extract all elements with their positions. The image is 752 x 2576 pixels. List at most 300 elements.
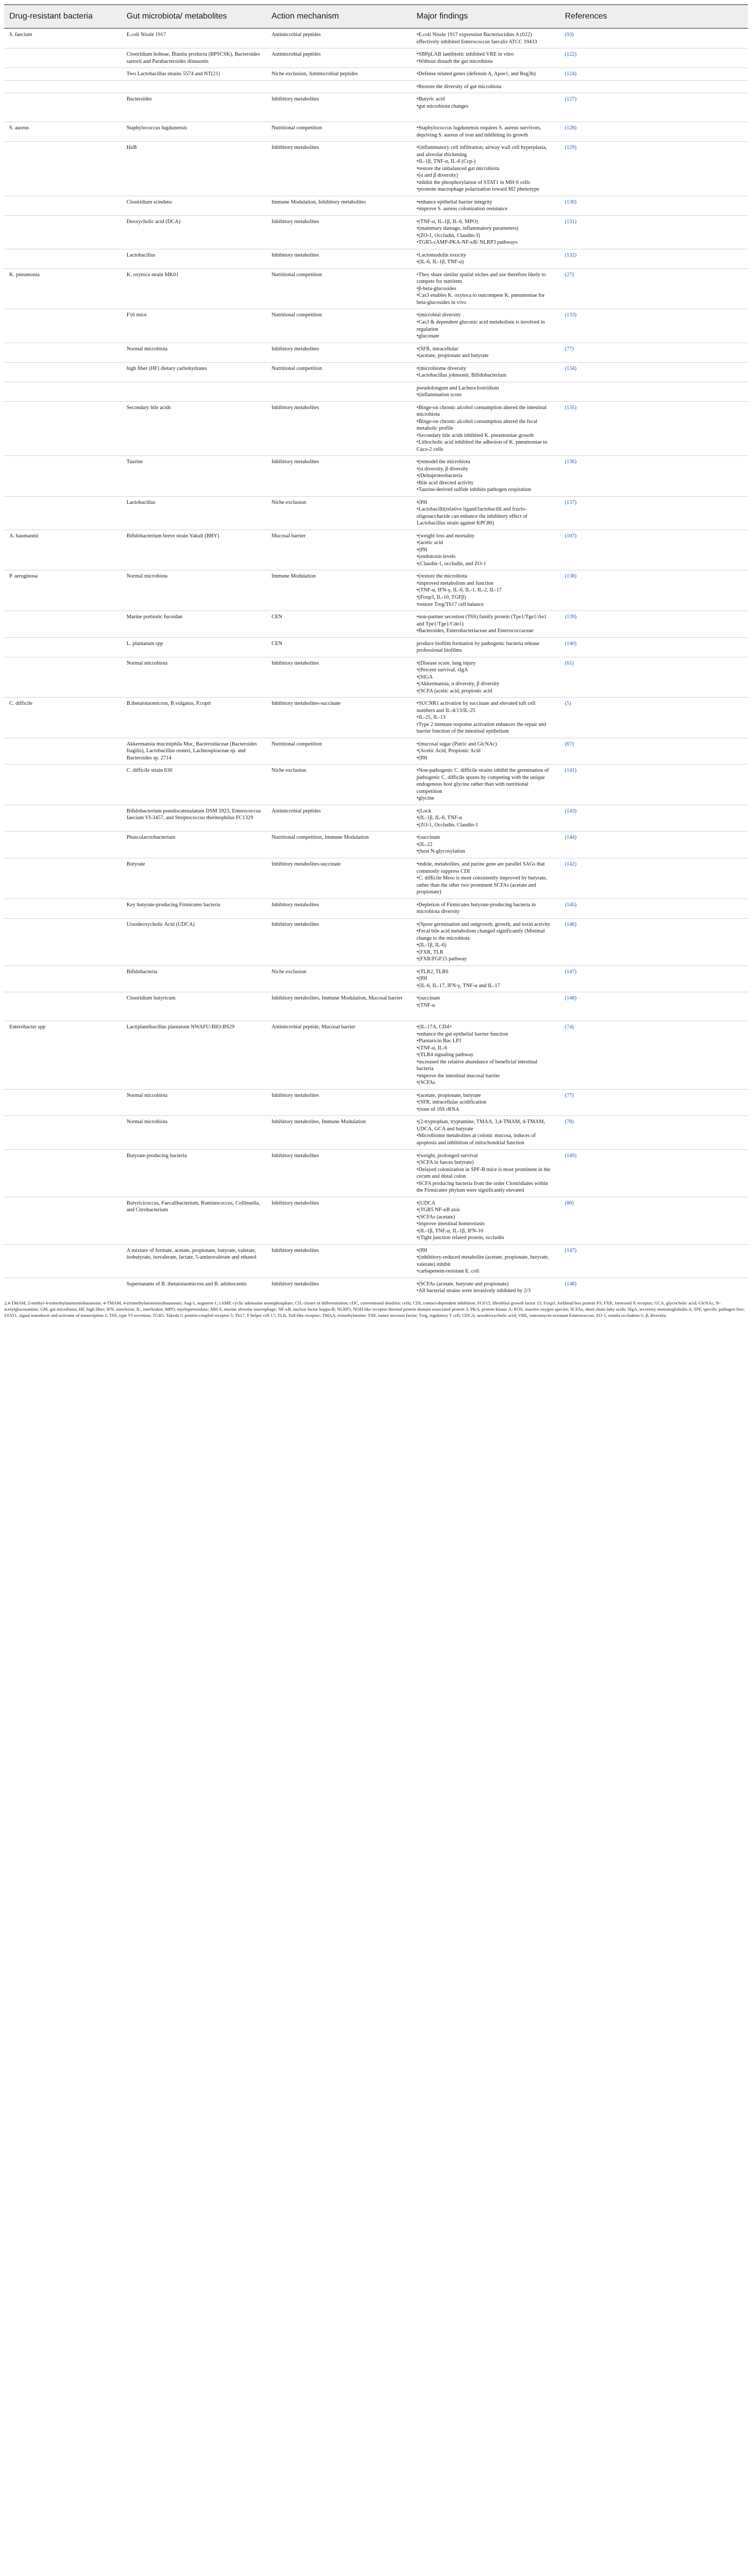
finding-item: •β-beta-glucosides: [416, 285, 456, 292]
cell-mechanism: Inhibitory metabolites-succinate: [266, 698, 411, 738]
finding-item: •(remodel the microbiota: [416, 459, 470, 465]
cell-blank: [625, 268, 748, 309]
cell-bacterium: [4, 93, 122, 113]
cell-reference: (142): [560, 858, 625, 899]
table-row: [4, 918, 748, 965]
finding-item: •(IL-22: [416, 841, 433, 848]
cell-reference: (145): [560, 899, 625, 918]
finding-item: •(ZO-1, Occludin, Claudin-3): [416, 232, 480, 239]
finding-item: •(Tight junction related protein, occludin: [416, 1235, 504, 1241]
cell-mechanism: Mucosal barrier: [266, 530, 411, 570]
cell-blank: [625, 657, 748, 698]
table-row: [4, 456, 748, 497]
cell-mechanism: Nutritional competition, Immune Modulation: [266, 832, 411, 858]
finding-item: •(TLR2, TLR6: [416, 969, 449, 975]
finding-item: •Secondary bile acids inhibited K. pneumoniae growth: [416, 432, 534, 438]
finding-item: •Cas3 & dependent gluconic acid metabolism is involved in regulation: [416, 319, 545, 332]
cell-reference: (131): [560, 215, 625, 249]
finding-item: •TGR5-cAMP-PKA-NF-κB/ NLRP3 pathways: [416, 240, 518, 246]
cell-bacterium: [4, 382, 122, 401]
cell-bacterium: Enterobacter spp: [4, 1021, 122, 1090]
cell-mechanism: Nutritional competition: [266, 309, 411, 343]
table-row: [4, 93, 748, 113]
cell-blank: [625, 1116, 748, 1149]
cell-blank: [625, 68, 748, 81]
table-body: [4, 28, 748, 1297]
cell-bacterium: [4, 805, 122, 832]
cell-findings: [412, 1197, 560, 1244]
cell-reference: (61): [560, 657, 625, 698]
cell-findings: [412, 268, 560, 309]
cell-mechanism: Antimicrobial peptides: [266, 48, 411, 68]
finding-item: •enhance epithelial barrier integrity: [416, 199, 492, 205]
cell-blank: [625, 918, 748, 965]
cell-findings: [412, 196, 560, 215]
cell-reference: (93): [560, 28, 625, 48]
cell-blank: [625, 362, 748, 382]
cell-bacterium: [4, 496, 122, 530]
cell-microbiota: Bifidobacterium breve strain Yakult (BBY): [122, 530, 266, 570]
cell-blank: [625, 570, 748, 611]
cell-microbiota: Two Lactobacillus strains 5574 and NT(21): [122, 68, 266, 81]
finding-item: •(Spore germination and outgrowth, growth, and toxin activity: [416, 921, 551, 927]
cell-bacterium: [4, 343, 122, 362]
finding-item: •(TNF-α: [416, 1002, 435, 1008]
cell-microbiota: Marine prebiotic fucoidan: [122, 611, 266, 638]
finding-item: •non-partner secretion (T6S) family protein (Tpe1/Tge1/Ae1 and Tpe1/Tge1/Cde1): [416, 614, 547, 627]
table-row: [4, 309, 748, 343]
cell-microbiota: Clostridium scindens: [122, 196, 266, 215]
table-row: [4, 343, 748, 362]
header-mechanism: Action mechanism: [266, 5, 411, 28]
finding-item: •Lithocholic acid inhibited the adhesion of K. pneumoniae to Caco-2 cells: [416, 439, 548, 452]
finding-item: pseudolongum and Lachnoclostridium: [416, 385, 499, 391]
cell-microbiota: Normal microbiota: [122, 570, 266, 611]
table-row: [4, 122, 748, 142]
cell-microbiota: Ursodeoxycholic Acid (UDCA): [122, 918, 266, 965]
finding-item: •(SIGA: [416, 674, 433, 680]
cell-reference: (27): [560, 268, 625, 309]
cell-reference: [560, 382, 625, 401]
finding-item: •indole, metabolites, and purine gene are parallel SAGs that commonly suppress CDI: [416, 861, 545, 874]
cell-reference: (127): [560, 93, 625, 113]
cell-bacterium: [4, 1278, 122, 1297]
cell-mechanism: Inhibitory metabolites: [266, 343, 411, 362]
cell-bacterium: K. pneumonia: [4, 268, 122, 309]
cell-bacterium: [4, 48, 122, 68]
cell-blank: [625, 93, 748, 113]
cell-mechanism: Inhibitory metabolites: [266, 401, 411, 456]
cell-reference: [560, 80, 625, 93]
cell-blank: [625, 28, 748, 48]
finding-item: •Lactobacillus johnsonii, Bifidobacterium: [416, 372, 506, 379]
table-row: [4, 362, 748, 382]
cell-reference: (74): [560, 1021, 625, 1090]
cell-findings: [412, 362, 560, 382]
cell-mechanism: Niche exclusion: [266, 965, 411, 992]
cell-reference: (148): [560, 992, 625, 1012]
header-blank: [625, 5, 748, 28]
cell-mechanism: Inhibitory metabolites-succinate: [266, 858, 411, 899]
finding-item: •SBPpLAB lantibiotic inhibited VRE in vitro: [416, 52, 514, 58]
finding-item: •(endotoxin levels: [416, 554, 456, 560]
cell-microbiota: Akkermansia muciniphila Muc, Bacteroidaceae (Bacteroides fragilis), Lactobacillus reuteri, Lachnospiraceae sp. and Bacteroides sp. 2714: [122, 738, 266, 765]
cell-findings: [412, 657, 560, 698]
finding-item: •(SCFA (acetic acid, propionic acid: [416, 688, 492, 694]
cell-findings: [412, 249, 560, 268]
cell-findings: [412, 899, 560, 918]
finding-item: •Butyric acid: [416, 96, 445, 103]
cell-microbiota: Phascolarctobacterium: [122, 832, 266, 858]
cell-blank: [625, 1149, 748, 1197]
table-row: [4, 570, 748, 611]
cell-reference: (136): [560, 456, 625, 497]
cell-blank: [625, 965, 748, 992]
cell-findings: [412, 456, 560, 497]
cell-reference: (144): [560, 832, 625, 858]
cell-bacterium: [4, 215, 122, 249]
cell-microbiota: Normal microbiota: [122, 343, 266, 362]
cell-microbiota: A mixture of formate, acetate, propionate, butyrate, valerate, isobutyrate, isovalerate, lactate, 5-aminovalerate and ethanol: [122, 1244, 266, 1278]
finding-item: •IL-25, IL-13: [416, 715, 446, 721]
cell-blank: [625, 805, 748, 832]
finding-item: •Without disturb the gut microbiota: [416, 58, 493, 64]
cell-mechanism: Inhibitory metabolites: [266, 93, 411, 113]
finding-item: •Fecal bile acid metabolism changed significantly (Minimal change to the microbiota: [416, 928, 545, 941]
cell-mechanism: Niche exclusion: [266, 496, 411, 530]
cell-reference: (77): [560, 343, 625, 362]
cell-bacterium: [4, 832, 122, 858]
cell-findings: [412, 1149, 560, 1197]
table-row: [4, 268, 748, 309]
cell-findings: [412, 858, 560, 899]
finding-item: •(Deltaproteobacteria: [416, 473, 463, 479]
finding-item: •(Acetic Acid, Propionic Acid: [416, 748, 481, 754]
cell-blank: [625, 1197, 748, 1244]
cell-mechanism: Nutritional competition: [266, 738, 411, 765]
cell-bacterium: C. difficile: [4, 698, 122, 738]
finding-item: •improved metabolism and function: [416, 580, 494, 586]
cell-mechanism: Antimicrobial peptides: [266, 805, 411, 832]
cell-blank: [625, 80, 748, 93]
cell-mechanism: Inhibitory metabolites: [266, 142, 411, 196]
cell-bacterium: [4, 1244, 122, 1278]
cell-findings: [412, 611, 560, 638]
cell-mechanism: Inhibitory metabolites: [266, 899, 411, 918]
finding-item: •(acetic acid: [416, 540, 443, 546]
cell-blank: [625, 698, 748, 738]
cell-blank: [625, 122, 748, 142]
cell-bacterium: [4, 249, 122, 268]
cell-microbiota: HuB: [122, 142, 266, 196]
table-row: [4, 48, 748, 68]
cell-bacterium: [4, 992, 122, 1012]
finding-item: •Type 2 immune response activation enhances the repair and barrier function of the intestinal epithelium: [416, 721, 546, 735]
cell-mechanism: CEN: [266, 637, 411, 657]
cell-microbiota: Lactobacillus: [122, 496, 266, 530]
cell-microbiota: Supernatants of B. thetaiotaomicron and B. adolescentis: [122, 1278, 266, 1297]
cell-findings: [412, 992, 560, 1012]
spacer-cell: [4, 1011, 748, 1021]
finding-item: •improve the intestinal mucosal barrier: [416, 1073, 500, 1079]
finding-item: •(acetate, propionate, butyrate: [416, 1092, 481, 1098]
finding-item: •(weight, prolonged survival: [416, 1153, 478, 1159]
group-spacer: [4, 1011, 748, 1021]
cell-microbiota: Clostridium butyricum: [122, 992, 266, 1012]
table-row: [4, 28, 748, 48]
cell-findings: [412, 1278, 560, 1297]
cell-microbiota: Normal microbiota: [122, 1116, 266, 1149]
cell-mechanism: Inhibitory metabolites: [266, 1244, 411, 1278]
cell-blank: [625, 382, 748, 401]
finding-item: •IL-1β, TNF-α, IL-6 (Ccp-): [416, 159, 476, 165]
header-findings: Major findings: [412, 5, 560, 28]
cell-mechanism: Inhibitory metabolites: [266, 1197, 411, 1244]
finding-item: •inhibit the phosphorylation of STAT1 in MH-S cells: [416, 179, 530, 185]
finding-item: •(2-tryptophan, tryptamine, TMAA, 3,4-TMAM, 4-TMAM, UDCA, GCA and butyrate: [416, 1119, 545, 1132]
cell-reference: (77): [560, 1089, 625, 1116]
finding-item: •Binge-on chronic alcohol consumption altered the fecal metabolic profile: [416, 418, 538, 432]
header-bacteria: Drug-resistant bacteria: [4, 5, 122, 28]
cell-mechanism: Inhibitory metabolites: [266, 456, 411, 497]
cell-blank: [625, 738, 748, 765]
cell-reference: (135): [560, 401, 625, 456]
cell-reference: (130): [560, 196, 625, 215]
cell-mechanism: Immune Modulation, Inhibitory metabolites: [266, 196, 411, 215]
table-row: [4, 965, 748, 992]
cell-reference: (107): [560, 530, 625, 570]
cell-blank: [625, 1089, 748, 1116]
finding-item: •(IL-1β, TNF-α, IL-1β, IFN-10: [416, 1228, 484, 1234]
cell-blank: [625, 142, 748, 196]
finding-item: •enhance the gut epithelial barrier function: [416, 1031, 508, 1037]
cell-findings: [412, 496, 560, 530]
finding-item: •(IL-1β, IL-6, TNF-α: [416, 815, 462, 821]
finding-item: •SUCNR1 activation by succinate and elevated tuft cell numbers and IL-4/13/IL-25: [416, 701, 536, 714]
cell-blank: [625, 832, 748, 858]
finding-item: •(SCFAs (acetate): [416, 1214, 455, 1220]
table-row: [4, 196, 748, 215]
finding-item: •(mammary damage, inflammatory parameters): [416, 226, 519, 232]
finding-item: •Cas3 enables K. oxytoca to outcompete K. pneumoniae for beta-glucosides in vivo: [416, 293, 545, 306]
finding-item: •Bile acid directed activity: [416, 480, 474, 486]
cell-reference: (141): [560, 765, 625, 805]
table-row: [4, 832, 748, 858]
cell-blank: [625, 530, 748, 570]
finding-item: •Plantaricin Bac LP1: [416, 1038, 462, 1044]
cell-mechanism: Inhibitory metabolites: [266, 215, 411, 249]
table-row: [4, 1197, 748, 1244]
finding-item: •promote macrophage polarization toward M2 phenotype: [416, 187, 539, 193]
cell-bacterium: [4, 657, 122, 698]
table-row: [4, 382, 748, 401]
document-page: [4, 4, 748, 1318]
finding-item: •They share similar spatial niches and use therefore likely to compete for nutrients: [416, 272, 546, 285]
cell-bacterium: [4, 918, 122, 965]
cell-blank: [625, 611, 748, 638]
cell-findings: [412, 832, 560, 858]
finding-item: •restore the unbalanced gut microbiota: [416, 165, 500, 172]
cell-findings: [412, 1021, 560, 1090]
cell-blank: [625, 899, 748, 918]
finding-item: •(TGR5 NF-κB axis: [416, 1207, 460, 1213]
finding-item: •(PH: [416, 547, 428, 553]
cell-findings: [412, 698, 560, 738]
cell-bacterium: S. aureus: [4, 122, 122, 142]
finding-item: •(SFR, intracellular acidification: [416, 1099, 487, 1106]
table-row: [4, 805, 748, 832]
cell-mechanism: Inhibitory metabolites, Immune Modulation: [266, 1116, 411, 1149]
finding-item: •Non-pathogenic C. difficile strains inhibit the germination of pathogenic C. difficile spores by competing with the unique endogenous host glycine rather than with nutritional competition: [416, 768, 549, 794]
cell-reference: (78): [560, 1116, 625, 1149]
cell-reference: (129): [560, 142, 625, 196]
finding-item: •(Lock: [416, 808, 432, 814]
cell-bacterium: [4, 637, 122, 657]
finding-item: •Delayed colonization in SPF-B mice is most prominent in the cecum and distal colon: [416, 1166, 551, 1180]
finding-item: •(TNF-α, IL-1β, IL-6, MPO): [416, 218, 478, 225]
table-row: [4, 530, 748, 570]
finding-item: •(SCFAs: [416, 1080, 436, 1086]
cell-bacterium: [4, 196, 122, 215]
cell-mechanism: Niche exclusion, Antimicrobial peptides: [266, 68, 411, 81]
cell-findings: [412, 215, 560, 249]
cell-mechanism: Niche exclusion: [266, 765, 411, 805]
cell-bacterium: [4, 858, 122, 899]
finding-item: •(inflammatory cell infiltration, airway wall cell hyperplasia, and alveolar thickening: [416, 145, 547, 158]
cell-blank: [625, 215, 748, 249]
cell-mechanism: Inhibitory metabolites, Immune Modulation, Mucosal barrier: [266, 992, 411, 1012]
cell-blank: [625, 858, 748, 899]
table-row: [4, 68, 748, 81]
finding-item: •glycine: [416, 795, 434, 802]
finding-item: •(weight loss and mortality: [416, 533, 475, 539]
cell-bacterium: [4, 765, 122, 805]
table-row: [4, 765, 748, 805]
cell-findings: [412, 28, 560, 48]
table-row: [4, 657, 748, 698]
cell-blank: [625, 343, 748, 362]
header-references: References: [560, 5, 625, 28]
finding-item: •C. difficile Meso is most consistently improved by butyrate, rather than the other two prominent SCFAs (acetate and propionate): [416, 875, 548, 895]
finding-item: •(IL-6, IL-17, IFN-γ, TNF-α and IL-17: [416, 982, 500, 989]
cell-findings: [412, 142, 560, 196]
cell-findings: [412, 93, 560, 113]
cell-bacterium: [4, 1149, 122, 1197]
table-row: [4, 1116, 748, 1149]
table-footnote: 2,4-TMAM, 2-methyl-4-trimethylammoniobutanoate; 4-TMAM, 4-(trimethylammonio)butanoate; Aug-1, augment-1; cAMP, cyclic adenosine monophosphate; CD, cluster of differentiation; cDC, conventional dendritic cells; CDI, contact-dependent inhibition; FGF15, fibroblast growth factor 15; Foxp3, forkhead box protein P3; FXR, farnesoid X receptor; GCA, glycocholic acid; GlcNAc, N-acetylglucosamine; GM, gut microbiota; HF, high fiber; IFN, interferon; IL, interleukin; MPO, myeloperoxidase; MH-S, murine alveolar macrophage; NF-κB, nuclear factor kappa-B; NLRP3, NOD-like receptor thermal protein domain associated protein 3; PKA, protein kinase A; ROS, reactive oxygen species; SCFAs, short chain fatty acids; SIgA, secretory immunoglobulin A; SPF, specific pathogen free; STAT1, signal transducer and activator of transcription 1; T6S, type VI secretion; TGR5, Takeda G protein-coupled receptor 5; Th17, T helper cell 17; TLR, Toll-like receptor; TMAA, trimethylamine; TNF, tumor necrosis factor; Treg, regulatory T cell; UDCA, ursodeoxycholic acid; VRE, vancomycin-resistant Enterococcus; ZO-1, zonula occludens-1; β, diversity.: [4, 1300, 745, 1318]
cell-microbiota: Butyricicoccus, Faecalibacterium, Ruminococcus, Collinsella, and Citrobacterium: [122, 1197, 266, 1244]
cell-bacterium: [4, 309, 122, 343]
cell-microbiota: Butyrate-producing bacteria: [122, 1149, 266, 1197]
cell-findings: [412, 80, 560, 93]
cell-mechanism: Antimicrobial peptides: [266, 28, 411, 48]
cell-microbiota: Taurine: [122, 456, 266, 497]
finding-item: •carbapenem-resistant E. coli: [416, 1268, 480, 1275]
cell-mechanism: Inhibitory metabolites: [266, 918, 411, 965]
cell-blank: [625, 637, 748, 657]
table-row: [4, 992, 748, 1012]
cell-blank: [625, 992, 748, 1012]
cell-microbiota: Staphylococcus lugdunensis: [122, 122, 266, 142]
table-row: [4, 899, 748, 918]
cell-reference: (147): [560, 1244, 625, 1278]
table-row: [4, 1244, 748, 1278]
cell-findings: [412, 401, 560, 456]
finding-item: •(succinate: [416, 835, 440, 841]
cell-microbiota: Bifidobacteria: [122, 965, 266, 992]
finding-item: •(ZO-1, Occludin, Claudin-1: [416, 822, 478, 828]
finding-item: •increased the relative abundance of beneficial intestinal bacteria: [416, 1059, 538, 1072]
cell-microbiota: C. difficile strain 630: [122, 765, 266, 805]
finding-item: •(host N-glycosylation: [416, 849, 465, 855]
finding-item: produce biofilm formation by pathogenic bacteria release professional biofilms: [416, 640, 540, 654]
cell-microbiota: B.thetaiotaomicron, B.vulgatus, P.copri: [122, 698, 266, 738]
cell-blank: [625, 456, 748, 497]
cell-reference: (139): [560, 611, 625, 638]
cell-mechanism: Inhibitory metabolites: [266, 249, 411, 268]
cell-mechanism: [266, 382, 411, 401]
cell-blank: [625, 496, 748, 530]
cell-microbiota: Lactobacillus: [122, 249, 266, 268]
cell-reference: (124): [560, 68, 625, 81]
cell-mechanism: Inhibitory metabolites: [266, 1089, 411, 1116]
cell-microbiota: E.coli Nissle 1917: [122, 28, 266, 48]
group-spacer: [4, 112, 748, 122]
spacer-cell: [4, 112, 748, 122]
cell-blank: [625, 765, 748, 805]
cell-mechanism: Antimicrobial peptide, Mucosal barrier: [266, 1021, 411, 1090]
cell-microbiota: Bacteroides: [122, 93, 266, 113]
table-row: [4, 1089, 748, 1116]
table-row: [4, 249, 748, 268]
cell-findings: [412, 805, 560, 832]
cell-mechanism: Inhibitory metabolites: [266, 657, 411, 698]
finding-item: •E.coli Nissle 1917 expression Bacteriocidins A (022) effectively inhibited Enterococcus faecalis ATCC 19433: [416, 32, 537, 45]
cell-microbiota: [122, 382, 266, 401]
cell-blank: [625, 309, 748, 343]
cell-mechanism: Inhibitory metabolites: [266, 1149, 411, 1197]
header-microbiota: Gut microbiota/ metabolites: [122, 5, 266, 28]
cell-findings: [412, 48, 560, 68]
finding-item: •(IL-6, IL-1β, TNF-α): [416, 259, 464, 265]
cell-bacterium: S. faecium: [4, 28, 122, 48]
cell-mechanism: CEN: [266, 611, 411, 638]
table-header-row: [4, 5, 748, 28]
cell-findings: [412, 1116, 560, 1149]
cell-findings: [412, 530, 560, 570]
finding-item: •Lactobacilli(relative ligand/lactobacilli and fructo-oligosaccharide can enhance the inhibitory effect of Lactobacillus strain against KPC80): [416, 506, 527, 527]
cell-bacterium: [4, 738, 122, 765]
finding-item: •(PH: [416, 976, 428, 982]
cell-bacterium: [4, 68, 122, 81]
cell-reference: (146): [560, 918, 625, 965]
finding-item: •gluconate: [416, 333, 439, 340]
cell-microbiota: F16 mice: [122, 309, 266, 343]
finding-item: •(TLR4 signaling pathway: [416, 1052, 474, 1058]
finding-item: •(PH: [416, 755, 428, 761]
cell-bacterium: [4, 1116, 122, 1149]
finding-item: •Staphylococcus lugdunensis requires S. aureus survivors, depriving S. aureus of iron and inhibiting its growth: [416, 125, 541, 138]
cell-microbiota: K. oxytoca strain MK01: [122, 268, 266, 309]
cell-reference: (132): [560, 249, 625, 268]
finding-item: •All bacterial strains were invasively inhibited by 2/3: [416, 1288, 531, 1294]
finding-item: •(FXR/FGF15 pathway: [416, 956, 467, 962]
cell-reference: (143): [560, 805, 625, 832]
cell-findings: [412, 765, 560, 805]
cell-reference: (80): [560, 1197, 625, 1244]
cell-bacterium: [4, 362, 122, 382]
table-row: [4, 142, 748, 196]
